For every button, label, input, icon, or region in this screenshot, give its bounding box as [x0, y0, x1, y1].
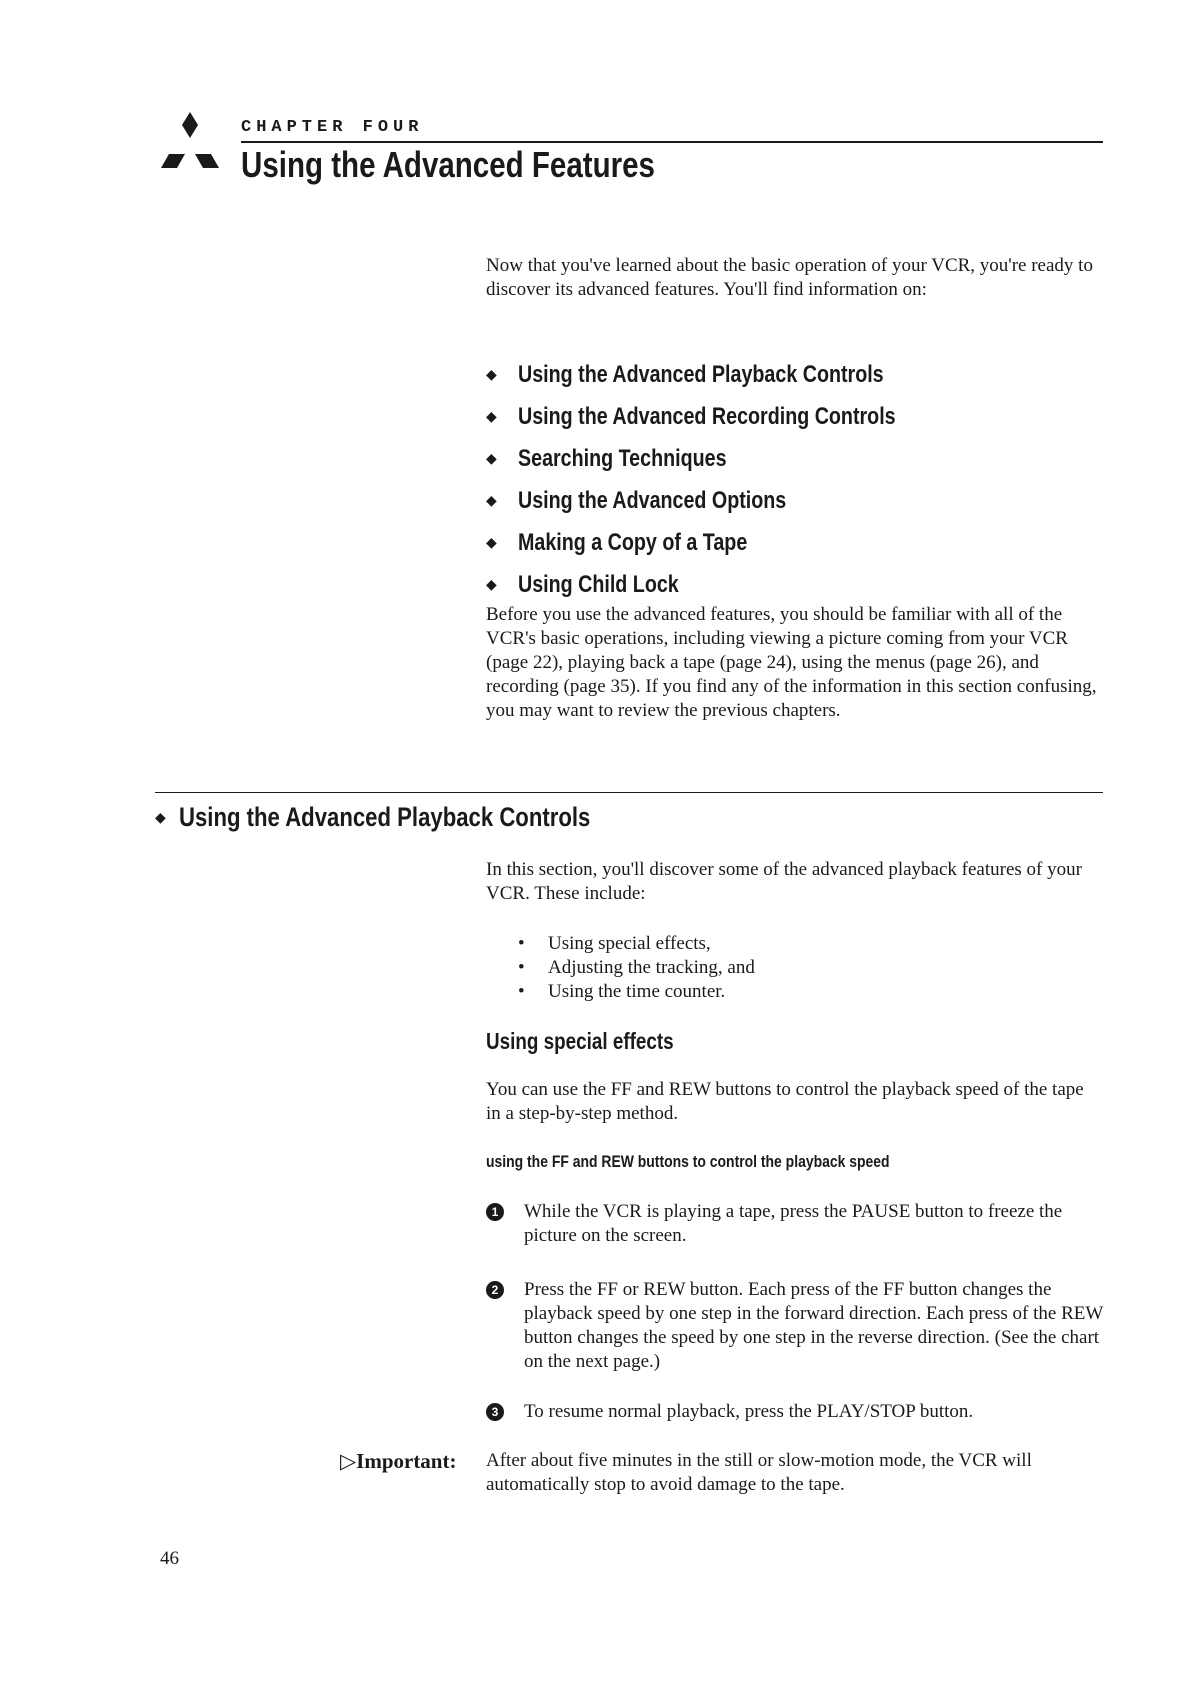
topic-item	[486, 564, 979, 606]
topic-label: Using the Advanced Options	[518, 487, 787, 514]
diamond-bullet-icon: ◆	[155, 809, 166, 826]
section-heading	[155, 802, 681, 833]
procedure-heading: using the FF and REW buttons to control the playback speed	[486, 1152, 890, 1171]
topic-item	[486, 354, 979, 396]
subsection-paragraph: You can use the FF and REW buttons to control the playback speed of the tape in a step-by-step method.	[486, 1079, 1084, 1124]
topic-label: Using Child Lock	[518, 571, 679, 598]
topic-item	[486, 480, 979, 522]
topic-item	[486, 438, 979, 480]
diamond-bullet-icon: ◆	[486, 451, 497, 467]
topic-label: Using the Advanced Playback Controls	[518, 361, 884, 388]
diamond-bullet-icon: ◆	[486, 409, 497, 425]
bullet-dot-icon: •	[518, 957, 525, 978]
mitsubishi-logo-icon	[155, 112, 225, 172]
topic-label: Searching Techniques	[518, 445, 727, 472]
section-divider	[155, 792, 1103, 793]
procedure-step	[486, 1278, 1109, 1374]
diamond-bullet-icon: ◆	[486, 367, 497, 383]
list-item	[518, 932, 755, 956]
bullet-dot-icon: •	[518, 981, 525, 1002]
procedure-step	[486, 1400, 1109, 1424]
feature-bullet-list	[518, 932, 755, 1004]
important-note: After about five minutes in the still or slow-motion mode, the VCR will automatically stop to avoid damage to the tape.	[486, 1450, 1032, 1495]
subsection-heading: Using special effects	[486, 1028, 674, 1054]
step-number-badge: 1	[486, 1203, 504, 1221]
diamond-bullet-icon: ◆	[486, 535, 497, 551]
chapter-title: Using the Advanced Features	[241, 144, 655, 185]
procedure-step	[486, 1200, 1109, 1248]
step-text: To resume normal playback, press the PLAY/STOP button.	[524, 1401, 974, 1422]
list-item-label: Using special effects,	[548, 933, 711, 954]
topic-label: Using the Advanced Recording Controls	[518, 403, 896, 430]
step-number-badge: 3	[486, 1403, 504, 1421]
topic-label: Making a Copy of a Tape	[518, 529, 748, 556]
chapter-label: CHAPTER FOUR	[241, 118, 424, 137]
section-heading-label: Using the Advanced Playback Controls	[179, 802, 591, 832]
list-item-label: Adjusting the tracking, and	[548, 957, 755, 978]
topic-item	[486, 396, 979, 438]
topic-item	[486, 522, 979, 564]
section-intro-paragraph: In this section, you'll discover some of the advanced playback features of your VCR. These include:	[486, 859, 1082, 904]
bullet-dot-icon: •	[518, 933, 525, 954]
important-label: ▷Important:	[340, 1449, 457, 1473]
list-item	[518, 980, 755, 1004]
page-number: 46	[160, 1548, 179, 1569]
step-text: Press the FF or REW button. Each press of the FF button changes the playback speed by one step in the forward direction. Each press of the REW button changes the speed by one step in the reverse direction. (See the chart on the next page.)	[524, 1279, 1103, 1372]
topic-list	[486, 354, 979, 606]
diamond-bullet-icon: ◆	[486, 493, 497, 509]
prerequisite-paragraph: Before you use the advanced features, you should be familiar with all of the VCR's basic operations, including viewing a picture coming from your VCR (page 22), playing back a tape (page 24), using the menus (page 26), and recording (page 35). If you find any of the information in this section confusing, you may want to review the previous chapters.	[486, 604, 1097, 721]
list-item-label: Using the time counter.	[548, 981, 726, 1002]
diamond-bullet-icon: ◆	[486, 577, 497, 593]
intro-paragraph: Now that you've learned about the basic operation of your VCR, you're ready to discover its advanced features. You'll find information on:	[486, 255, 1093, 300]
list-item	[518, 956, 755, 980]
step-number-badge: 2	[486, 1281, 504, 1299]
step-text: While the VCR is playing a tape, press the PAUSE button to freeze the picture on the screen.	[524, 1201, 1063, 1246]
